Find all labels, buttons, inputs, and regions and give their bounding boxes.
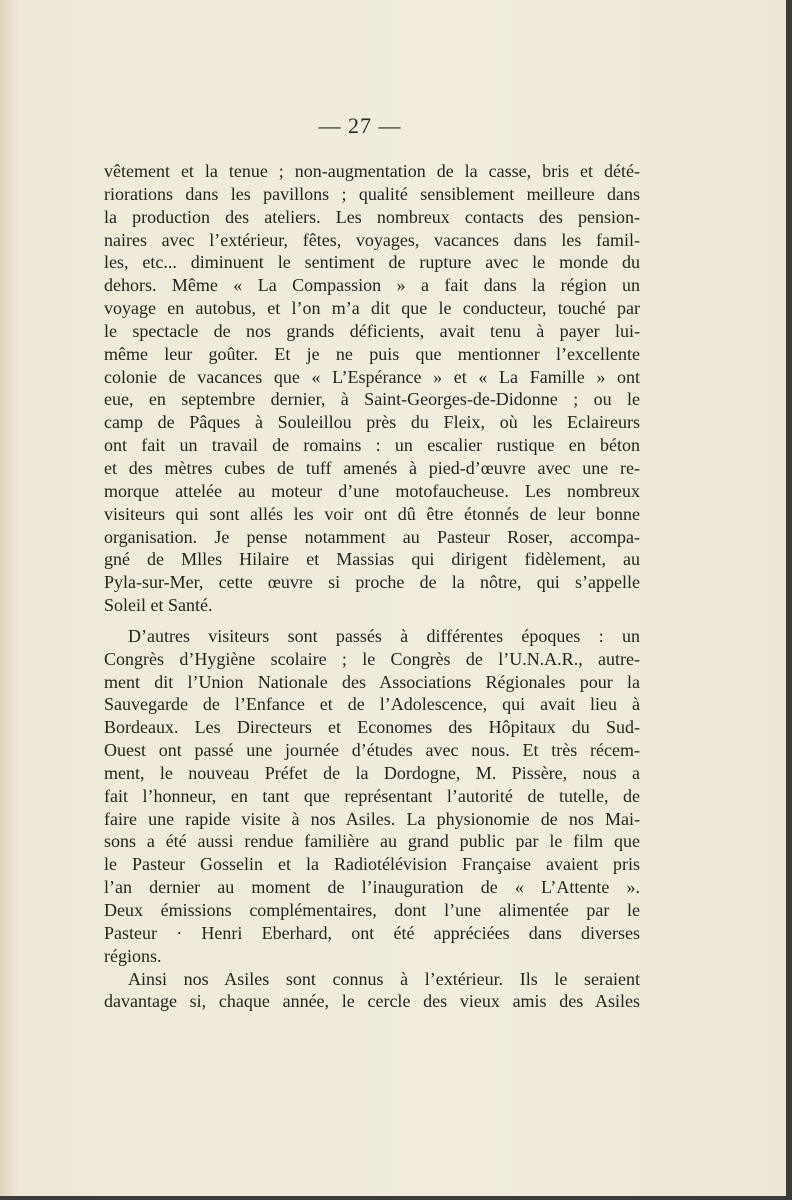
text-line: Sauvegarde de l’Enfance et de l’Adolescence, qui avait lieu à (104, 694, 640, 715)
text-line: vêtement et la tenue ; non-augmentation de la casse, bris et dété- (104, 161, 640, 181)
text-line: riorations dans les pavillons ; qualité sensiblement meilleure dans (104, 183, 640, 204)
scan-edge-bottom (0, 1196, 792, 1200)
text-line: colonie de vacances que « L’Espérance » et « La Famille » ont (104, 366, 640, 387)
text-line: fait l’honneur, en tant que représentant l’autorité de tutelle, de (104, 785, 640, 806)
text-line: Ainsi nos Asiles sont connus à l’extérieur. Ils le seraient (128, 968, 640, 989)
text-line: Deux émissions complémentaires, dont l’une alimentée par le (104, 900, 640, 920)
text-line: la production des ateliers. Les nombreux contacts des pension- (104, 206, 640, 227)
text-line: ment, le nouveau Préfet de la Dordogne, M. Pissère, nous a (104, 762, 640, 783)
text-line: le spectacle de nos grands déficients, avait tenu à payer lui- (104, 320, 640, 341)
text-line: même leur goûter. Et je ne puis que mentionner l’excellente (104, 343, 640, 364)
text-line: organisation. Je pense notamment au Pasteur Roser, accompa- (104, 526, 640, 547)
text-line: Soleil et Santé. (104, 595, 213, 616)
text-line: dehors. Même « La Compassion » a fait dans la région un (104, 275, 640, 296)
text-line: eue, en septembre dernier, à Saint-Georges-de-Didonne ; ou le (104, 389, 640, 410)
text-line: Bordeaux. Les Directeurs et Economes des Hôpitaux du Sud- (104, 717, 640, 738)
text-line: camp de Pâques à Souleillou près du Fleix, où les Eclaireurs (104, 412, 640, 433)
text-line: Ouest ont passé une journée d’études avec nous. Et très récem- (104, 740, 640, 761)
text-line: régions. (104, 945, 162, 966)
text-line: sons a été aussi rendue familière au grand public par le film que (104, 831, 640, 852)
text-line: D’autres visiteurs sont passés à différentes époques : un (128, 625, 640, 646)
text-line: davantage si, chaque année, le cercle des vieux amis des Asiles (104, 991, 640, 1012)
text-line: visiteurs qui sont allés les voir ont dû être étonnés de leur bonne (104, 503, 640, 524)
text-line: naires avec l’extérieur, fêtes, voyages, vacances dans les famil- (104, 229, 640, 250)
text-line: Pasteur · Henri Eberhard, ont été appréciées dans diverses (104, 922, 640, 943)
text-line: voyage en autobus, et l’on m’a dit que le conducteur, touché par (104, 298, 640, 319)
text-line: ont fait un travail de romains : un escalier rustique en béton (104, 435, 640, 456)
text-line: ment dit l’Union Nationale des Associations Régionales pour la (104, 671, 640, 692)
text-line: faire une rapide visite à nos Asiles. La physionomie de nos Mai- (104, 808, 640, 829)
text-line: Congrès d’Hygiène scolaire ; le Congrès de l’U.N.A.R., autre- (104, 648, 640, 669)
text-line: Pyla-sur-Mer, cette œuvre si proche de la nôtre, qui s’appelle (104, 572, 640, 593)
body-text (104, 160, 640, 1013)
text-line: gné de Mlles Hilaire et Massias qui dirigent fidèlement, au (104, 549, 640, 570)
text-line: et des mètres cubes de tuff amenés à pied-d’œuvre avec une re- (104, 457, 640, 478)
text-line: l’an dernier au moment de l’inauguration de « L’Attente ». (104, 877, 640, 898)
scan-edge-right (786, 0, 792, 1200)
paragraph-gap (104, 617, 640, 625)
text-line: le Pasteur Gosselin et la Radiotélévision Française avaient pris (104, 854, 640, 875)
text-line: les, etc... diminuent le sentiment de rupture avec le monde du (104, 252, 640, 273)
page-number: — 27 — (318, 113, 402, 138)
text-line: morque attelée au moteur d’une motofaucheuse. Les nombreux (104, 480, 640, 501)
